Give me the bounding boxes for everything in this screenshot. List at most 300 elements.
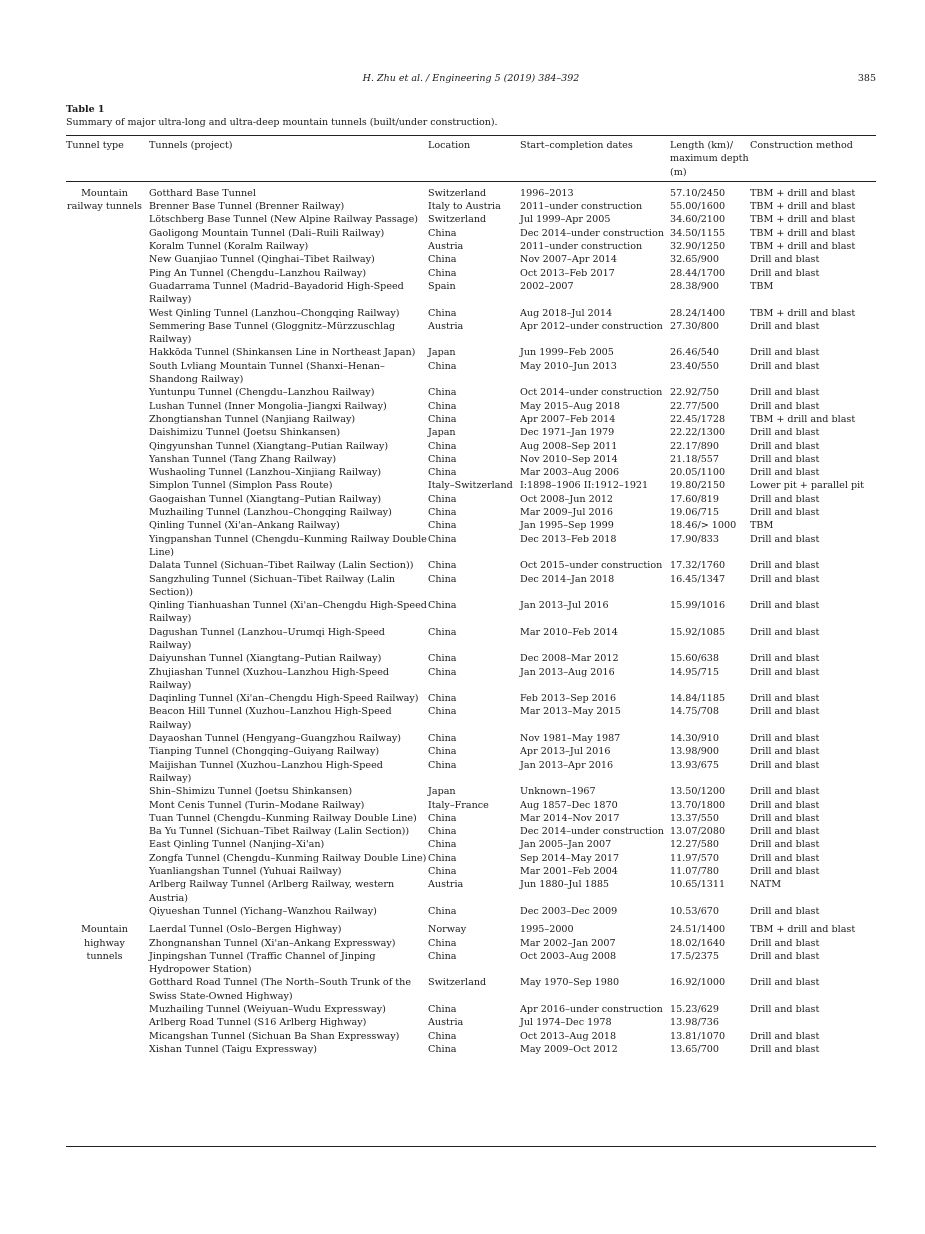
cell-location: Spain	[428, 280, 456, 292]
cell-method: Drill and blast	[750, 267, 820, 279]
table-row	[66, 346, 876, 359]
table-row	[66, 759, 876, 786]
table-row	[66, 386, 876, 399]
cell-method: Drill and blast	[750, 400, 820, 412]
tunnel-type-cell: Mountain railway tunnels	[67, 187, 142, 213]
cell-length: 22.22/1300	[670, 427, 726, 439]
cell-location: China	[428, 440, 457, 452]
cell-method: Drill and blast	[750, 427, 820, 439]
cell-location: Japan	[428, 786, 456, 798]
table-row	[66, 785, 876, 798]
cell-dates: Aug 1857–Dec 1870	[520, 799, 618, 811]
cell-method: Drill and blast	[750, 706, 820, 718]
column-header: Construction method	[750, 140, 853, 151]
cell-location: Austria	[428, 320, 464, 332]
table-header-row	[66, 139, 876, 182]
cell-name: Dagushan Tunnel (Lanzhou–Urumqi High-Speed Railway)	[149, 626, 385, 651]
tunnel-summary-table	[66, 139, 876, 1056]
cell-length: 22.92/750	[670, 387, 720, 399]
table-row	[66, 976, 876, 1003]
cell-length: 21.18/557	[670, 453, 720, 465]
table-row	[66, 280, 876, 307]
cell-location: China	[428, 812, 457, 824]
table-row	[66, 466, 876, 479]
cell-length: 15.23/629	[670, 1004, 720, 1015]
cell-name: Zhongtianshan Tunnel (Nanjiang Railway)	[149, 413, 356, 425]
cell-name: Gotthard Base Tunnel	[149, 187, 256, 199]
cell-location: China	[428, 360, 457, 372]
cell-method: Drill and blast	[750, 493, 820, 505]
table-top-rule	[66, 135, 876, 136]
cell-name: Yuanliangshan Tunnel (Yuhuai Railway)	[149, 866, 342, 878]
cell-location: China	[428, 227, 457, 239]
table-row	[66, 240, 876, 253]
table-row	[66, 1030, 876, 1043]
cell-dates: Mar 2014–Nov 2017	[520, 812, 620, 824]
cell-name: Yuntunpu Tunnel (Chengdu–Lanzhou Railway)	[149, 387, 375, 399]
cell-name: Shin–Shimizu Tunnel (Joetsu Shinkansen)	[149, 786, 353, 798]
cell-length: 24.51/1400	[670, 924, 726, 936]
cell-dates: Mar 2009–Jul 2016	[520, 507, 613, 519]
table-row	[66, 519, 876, 532]
cell-name: Zhujiashan Tunnel (Xuzhou–Lanzhou High-Speed Railway)	[149, 666, 390, 691]
cell-location: China	[428, 413, 457, 425]
cell-location: Italy–Switzerland	[428, 480, 513, 492]
cell-length: 28.24/1400	[670, 307, 726, 319]
cell-length: 16.45/1347	[670, 573, 726, 585]
cell-name: Yanshan Tunnel (Tang Zhang Railway)	[149, 453, 337, 465]
cell-location: China	[428, 746, 457, 758]
cell-location: China	[428, 693, 457, 705]
cell-name: Wushaoling Tunnel (Lanzhou–Xinjiang Railway)	[149, 467, 382, 479]
cell-name: Gotthard Road Tunnel (The North–South Trunk of the Swiss State-Owned Highway)	[149, 977, 412, 1002]
cell-name: Hakkōda Tunnel (Shinkansen Line in Northeast Japan)	[149, 347, 416, 359]
cell-name: Lötschberg Base Tunnel (New Alpine Railway Passage)	[149, 214, 418, 226]
table-row	[66, 705, 876, 732]
cell-method: Drill and blast	[750, 320, 820, 332]
cell-name: Muzhailing Tunnel (Lanzhou–Chongqing Railway)	[149, 507, 392, 519]
table-row	[66, 200, 876, 213]
cell-dates: Apr 2007–Feb 2014	[520, 413, 616, 425]
cell-location: Norway	[428, 924, 467, 936]
cell-name: New Guanjiao Tunnel (Qinghai–Tibet Railway)	[149, 254, 375, 266]
table-row	[66, 573, 876, 600]
cell-length: 12.27/580	[670, 839, 720, 851]
cell-dates: Nov 1981–May 1987	[520, 733, 621, 745]
cell-length: 34.60/2100	[670, 214, 726, 226]
cell-dates: Mar 2003–Aug 2006	[520, 467, 620, 479]
cell-method: Drill and blast	[750, 573, 820, 585]
cell-method: NATM	[750, 879, 782, 891]
table-row	[66, 182, 876, 200]
table-row	[66, 253, 876, 266]
cell-location: China	[428, 852, 457, 864]
table-row	[66, 360, 876, 387]
cell-dates: May 1970–Sep 1980	[520, 977, 620, 989]
table-row	[66, 852, 876, 865]
table-row	[66, 626, 876, 653]
table-row	[66, 426, 876, 439]
table-row	[66, 1043, 876, 1056]
cell-method: TBM + drill and blast	[750, 214, 856, 226]
cell-dates: Feb 2013–Sep 2016	[520, 693, 617, 705]
cell-dates: Mar 2001–Feb 2004	[520, 866, 618, 878]
cell-dates: Oct 2003–Aug 2008	[520, 950, 617, 962]
cell-name: Semmering Base Tunnel (Gloggnitz–Mürzzuschlag Railway)	[149, 320, 396, 346]
cell-length: 13.98/736	[670, 1017, 720, 1029]
cell-name: Yingpanshan Tunnel (Chengdu–Kunming Railway Double Line)	[149, 533, 427, 558]
cell-location: China	[428, 600, 457, 612]
cell-method: TBM + drill and blast	[750, 187, 856, 199]
cell-length: 11.97/570	[670, 852, 720, 864]
cell-location: China	[428, 653, 457, 665]
cell-method: Drill and blast	[750, 533, 820, 545]
cell-length: 17.32/1760	[670, 560, 726, 572]
cell-method: TBM	[750, 280, 774, 292]
cell-dates: Dec 2013–Feb 2018	[520, 533, 617, 545]
cell-dates: May 2009–Oct 2012	[520, 1043, 618, 1055]
cell-method: Drill and blast	[750, 977, 820, 989]
cell-length: 22.45/1728	[670, 413, 726, 425]
cell-length: 13.98/900	[670, 746, 720, 758]
cell-location: China	[428, 254, 457, 266]
cell-name: Ping An Tunnel (Chengdu–Lanzhou Railway)	[149, 267, 367, 279]
cell-location: China	[428, 533, 457, 545]
cell-method: Drill and blast	[750, 786, 820, 798]
cell-method: Drill and blast	[750, 387, 820, 399]
cell-name: Tuan Tunnel (Chengdu–Kunming Railway Double Line)	[149, 812, 417, 824]
cell-dates: I:1898–1906 II:1912–1921	[520, 480, 649, 492]
cell-length: 23.40/550	[670, 360, 720, 372]
cell-length: 17.90/833	[670, 533, 720, 545]
column-header: Tunnels (project)	[149, 140, 233, 151]
cell-method: Drill and blast	[750, 600, 820, 612]
cell-name: East Qinling Tunnel (Nanjing–Xi'an)	[149, 839, 325, 851]
cell-dates: Apr 2016–under construction	[520, 1004, 663, 1015]
cell-name: Daqinling Tunnel (Xi'an–Chengdu High-Speed Railway)	[149, 693, 419, 705]
cell-dates: 2011–under construction	[520, 201, 643, 213]
table-caption-text: Summary of major ultra-long and ultra-deep mountain tunnels (built/under construction).	[66, 117, 498, 128]
table-row	[66, 227, 876, 240]
cell-dates: Jun 1999–Feb 2005	[520, 347, 614, 359]
cell-length: 14.75/708	[670, 706, 720, 718]
table-row	[66, 812, 876, 825]
cell-name: Beacon Hill Tunnel (Xuzhou–Lanzhou High-Speed Railway)	[149, 706, 392, 731]
cell-dates: Mar 2013–May 2015	[520, 706, 621, 718]
table-row	[66, 950, 876, 977]
cell-method: Drill and blast	[750, 866, 820, 878]
table-row	[66, 479, 876, 492]
table-row	[66, 320, 876, 347]
table-row	[66, 799, 876, 812]
cell-method: Drill and blast	[750, 826, 820, 838]
cell-location: China	[428, 826, 457, 838]
cell-method: Drill and blast	[750, 653, 820, 665]
cell-location: China	[428, 937, 457, 949]
cell-length: 17.5/2375	[670, 950, 720, 962]
cell-name: Zongfa Tunnel (Chengdu–Kunming Railway Double Line)	[149, 852, 427, 864]
cell-location: Austria	[428, 1017, 464, 1029]
cell-length: 34.50/1155	[670, 227, 726, 239]
cell-name: Dayaoshan Tunnel (Hengyang–Guangzhou Railway)	[149, 733, 401, 745]
cell-location: China	[428, 1004, 457, 1015]
cell-location: China	[428, 950, 457, 962]
cell-dates: Oct 2013–Aug 2018	[520, 1030, 617, 1042]
cell-name: Mont Cenis Tunnel (Turin–Modane Railway)	[149, 799, 365, 811]
cell-length: 28.44/1700	[670, 267, 726, 279]
cell-method: Drill and blast	[750, 453, 820, 465]
cell-method: Lower pit + parallel pit	[750, 480, 865, 492]
cell-location: Italy to Austria	[428, 201, 501, 213]
running-header	[66, 73, 876, 87]
cell-location: China	[428, 626, 457, 638]
cell-method: Drill and blast	[750, 799, 820, 811]
cell-length: 32.90/1250	[670, 241, 726, 253]
table-row	[66, 1003, 876, 1016]
cell-name: Ba Yu Tunnel (Sichuan–Tibet Railway (Lalin Section))	[149, 826, 410, 838]
cell-method: Drill and blast	[750, 733, 820, 745]
cell-dates: 1996–2013	[520, 187, 574, 199]
cell-location: China	[428, 866, 457, 878]
cell-method: Drill and blast	[750, 905, 820, 917]
cell-dates: Jan 1995–Sep 1999	[520, 520, 614, 532]
cell-method: Drill and blast	[750, 746, 820, 758]
cell-name: Simplon Tunnel (Simplon Pass Route)	[149, 480, 333, 492]
cell-location: China	[428, 493, 457, 505]
cell-length: 17.60/819	[670, 493, 720, 505]
cell-dates: Nov 2010–Sep 2014	[520, 453, 618, 465]
cell-dates: Aug 2018–Jul 2014	[520, 307, 613, 319]
cell-name: Brenner Base Tunnel (Brenner Railway)	[149, 201, 345, 213]
cell-method: Drill and blast	[750, 852, 820, 864]
cell-dates: Dec 1971–Jan 1979	[520, 427, 615, 439]
cell-location: China	[428, 759, 457, 771]
cell-method: TBM + drill and blast	[750, 413, 856, 425]
table-row	[66, 692, 876, 705]
cell-method: Drill and blast	[750, 626, 820, 638]
cell-dates: Jan 2013–Apr 2016	[520, 759, 614, 771]
cell-dates: Oct 2008–Jun 2012	[520, 493, 614, 505]
table-label: Table 1	[66, 104, 105, 115]
table-row	[66, 745, 876, 758]
cell-method: Drill and blast	[750, 1004, 820, 1015]
column-header: Length (km)/ maximum depth (m)	[670, 140, 749, 178]
cell-method: TBM + drill and blast	[750, 201, 856, 213]
cell-location: China	[428, 1043, 457, 1055]
cell-method: Drill and blast	[750, 467, 820, 479]
cell-name: Arlberg Road Tunnel (S16 Arlberg Highway)	[149, 1017, 367, 1029]
cell-length: 18.46/> 1000	[670, 520, 737, 532]
cell-method: TBM	[750, 520, 774, 532]
cell-method: TBM + drill and blast	[750, 307, 856, 319]
cell-dates: Dec 2003–Dec 2009	[520, 905, 618, 917]
cell-name: Maijishan Tunnel (Xuzhou–Lanzhou High-Speed Railway)	[149, 759, 383, 784]
cell-method: Drill and blast	[750, 440, 820, 452]
cell-dates: Oct 2013–Feb 2017	[520, 267, 615, 279]
column-header: Start–completion dates	[520, 140, 633, 151]
table-row	[66, 400, 876, 413]
cell-location: China	[428, 839, 457, 851]
cell-dates: May 2010–Jun 2013	[520, 360, 617, 372]
cell-name: Koralm Tunnel (Koralm Railway)	[149, 241, 309, 253]
cell-location: Austria	[428, 241, 464, 253]
table-row	[66, 267, 876, 280]
cell-dates: Apr 2013–Jul 2016	[520, 746, 611, 758]
cell-dates: Dec 2014–under construction	[520, 227, 664, 239]
cell-name: Guadarrama Tunnel (Madrid–Bayadorid High-Speed Railway)	[149, 280, 404, 306]
cell-method: Drill and blast	[750, 950, 820, 962]
cell-dates: Mar 2010–Feb 2014	[520, 626, 618, 638]
cell-length: 10.53/670	[670, 905, 720, 917]
cell-length: 13.37/550	[670, 812, 720, 824]
table-bottom-rule	[66, 1146, 876, 1147]
cell-dates: Oct 2014–under construction	[520, 387, 663, 399]
cell-method: TBM + drill and blast	[750, 227, 856, 239]
cell-name: West Qinling Tunnel (Lanzhou–Chongqing Railway)	[149, 307, 400, 319]
cell-method: Drill and blast	[750, 560, 820, 572]
cell-dates: Nov 2007–Apr 2014	[520, 254, 617, 266]
cell-method: Drill and blast	[750, 347, 820, 359]
cell-name: Sangzhuling Tunnel (Sichuan–Tibet Railway (Lalin Section))	[149, 573, 396, 598]
cell-length: 13.81/1070	[670, 1030, 726, 1042]
cell-dates: Jan 2013–Aug 2016	[520, 666, 615, 678]
cell-name: Daiyunshan Tunnel (Xiangtang–Putian Railway)	[149, 653, 382, 665]
cell-dates: 2002–2007	[520, 280, 574, 292]
cell-name: Xishan Tunnel (Taigu Expressway)	[149, 1043, 317, 1055]
cell-dates: Unknown–1967	[520, 786, 596, 798]
page-number: 385	[857, 73, 876, 84]
cell-location: Switzerland	[428, 187, 487, 199]
table-row	[66, 599, 876, 626]
cell-method: Drill and blast	[750, 937, 820, 949]
cell-length: 16.92/1000	[670, 977, 726, 989]
table-row	[66, 878, 876, 905]
cell-length: 32.65/900	[670, 254, 720, 266]
cell-name: Qiyueshan Tunnel (Yichang–Wanzhou Railway)	[149, 905, 377, 917]
table-row	[66, 413, 876, 426]
table-row	[66, 732, 876, 745]
cell-dates: Dec 2014–under construction	[520, 826, 664, 838]
cell-name: Jinpingshan Tunnel (Traffic Channel of Jinping Hydropower Station)	[149, 950, 376, 976]
cell-location: China	[428, 573, 457, 585]
cell-method	[750, 1016, 876, 1029]
cell-dates: Jan 2013–Jul 2016	[520, 600, 609, 612]
cell-name: Arlberg Railway Tunnel (Arlberg Railway, western Austria)	[149, 879, 395, 904]
cell-location: Switzerland	[428, 977, 487, 989]
cell-length: 13.65/700	[670, 1043, 720, 1055]
cell-method: Drill and blast	[750, 693, 820, 705]
cell-length: 10.65/1311	[670, 879, 726, 891]
cell-location: China	[428, 733, 457, 745]
cell-dates: Jan 2005–Jan 2007	[520, 839, 612, 851]
cell-name: Gaoligong Mountain Tunnel (Dali–Ruili Railway)	[149, 227, 385, 239]
cell-dates: Apr 2012–under construction	[520, 320, 663, 332]
cell-method: TBM + drill and blast	[750, 241, 856, 253]
cell-dates: Jul 1974–Dec 1978	[520, 1017, 612, 1029]
cell-location: Switzerland	[428, 214, 487, 226]
cell-location: China	[428, 507, 457, 519]
cell-dates: Dec 2008–Mar 2012	[520, 653, 619, 665]
cell-location: China	[428, 560, 457, 572]
cell-length: 20.05/1100	[670, 467, 726, 479]
cell-length: 14.84/1185	[670, 693, 726, 705]
cell-name: South Lvliang Mountain Tunnel (Shanxi–Henan–Shandong Railway)	[149, 360, 385, 386]
cell-length: 13.93/675	[670, 759, 720, 771]
cell-method: Drill and blast	[750, 759, 820, 771]
cell-dates: 1995–2000	[520, 924, 574, 936]
cell-dates: Mar 2002–Jan 2007	[520, 937, 616, 949]
cell-location: China	[428, 387, 457, 399]
tunnel-type-cell: Mountain highway tunnels	[81, 924, 128, 962]
cell-location: China	[428, 453, 457, 465]
cell-dates: Sep 2014–May 2017	[520, 852, 620, 864]
table-row	[66, 652, 876, 665]
cell-dates: 2011–under construction	[520, 241, 643, 253]
cell-name: Muzhailing Tunnel (Weiyuan–Wudu Expressway)	[149, 1004, 386, 1015]
cell-name: Qinling Tianhuashan Tunnel (Xi'an–Chengdu High-Speed Railway)	[149, 600, 427, 625]
cell-length: 15.60/638	[670, 653, 720, 665]
table-row	[66, 213, 876, 226]
cell-location: China	[428, 666, 457, 678]
cell-name: Micangshan Tunnel (Sichuan Ba Shan Expressway)	[149, 1030, 400, 1042]
cell-length: 26.46/540	[670, 347, 720, 359]
cell-name: Tianping Tunnel (Chongqing–Guiyang Railway)	[149, 746, 380, 758]
cell-length: 13.50/1200	[670, 786, 726, 798]
cell-dates: Jul 1999–Apr 2005	[520, 214, 611, 226]
cell-length: 22.17/890	[670, 440, 720, 452]
cell-location: China	[428, 1030, 457, 1042]
cell-name: Lushan Tunnel (Inner Mongolia–Jiangxi Railway)	[149, 400, 387, 412]
column-header: Tunnel type	[66, 140, 124, 151]
table-row	[66, 905, 876, 918]
cell-dates: Oct 2015–under construction	[520, 560, 663, 572]
cell-name: Dalata Tunnel (Sichuan–Tibet Railway (Lalin Section))	[149, 560, 414, 572]
cell-length: 27.30/800	[670, 320, 720, 332]
cell-location: China	[428, 267, 457, 279]
cell-length: 15.92/1085	[670, 626, 726, 638]
cell-location: Italy–France	[428, 799, 489, 811]
cell-method: Drill and blast	[750, 1043, 820, 1055]
cell-location: Austria	[428, 879, 464, 891]
cell-location: Japan	[428, 347, 456, 359]
table-body	[66, 182, 876, 1056]
cell-name: Gaogaishan Tunnel (Xiangtang–Putian Railway)	[149, 493, 382, 505]
table-row	[66, 918, 876, 936]
table-row	[66, 666, 876, 693]
cell-name: Qingyunshan Tunnel (Xiangtang–Putian Railway)	[149, 440, 389, 452]
cell-location: China	[428, 520, 457, 532]
table-row	[66, 533, 876, 560]
table-row	[66, 506, 876, 519]
cell-name: Laerdal Tunnel (Oslo–Bergen Highway)	[149, 924, 342, 936]
cell-dates: May 2015–Aug 2018	[520, 400, 620, 412]
cell-method: Drill and blast	[750, 254, 820, 266]
cell-method: Drill and blast	[750, 360, 820, 372]
cell-method: Drill and blast	[750, 812, 820, 824]
cell-method: Drill and blast	[750, 839, 820, 851]
cell-length: 13.07/2080	[670, 826, 726, 838]
cell-method: Drill and blast	[750, 666, 820, 678]
cell-length: 19.06/715	[670, 507, 720, 519]
cell-location: China	[428, 706, 457, 718]
cell-length: 28.38/900	[670, 280, 720, 292]
cell-method: TBM + drill and blast	[750, 924, 856, 936]
table-row	[66, 493, 876, 506]
cell-method: Drill and blast	[750, 1030, 820, 1042]
cell-length: 22.77/500	[670, 400, 720, 412]
table-row	[66, 937, 876, 950]
cell-length: 14.95/715	[670, 666, 720, 678]
